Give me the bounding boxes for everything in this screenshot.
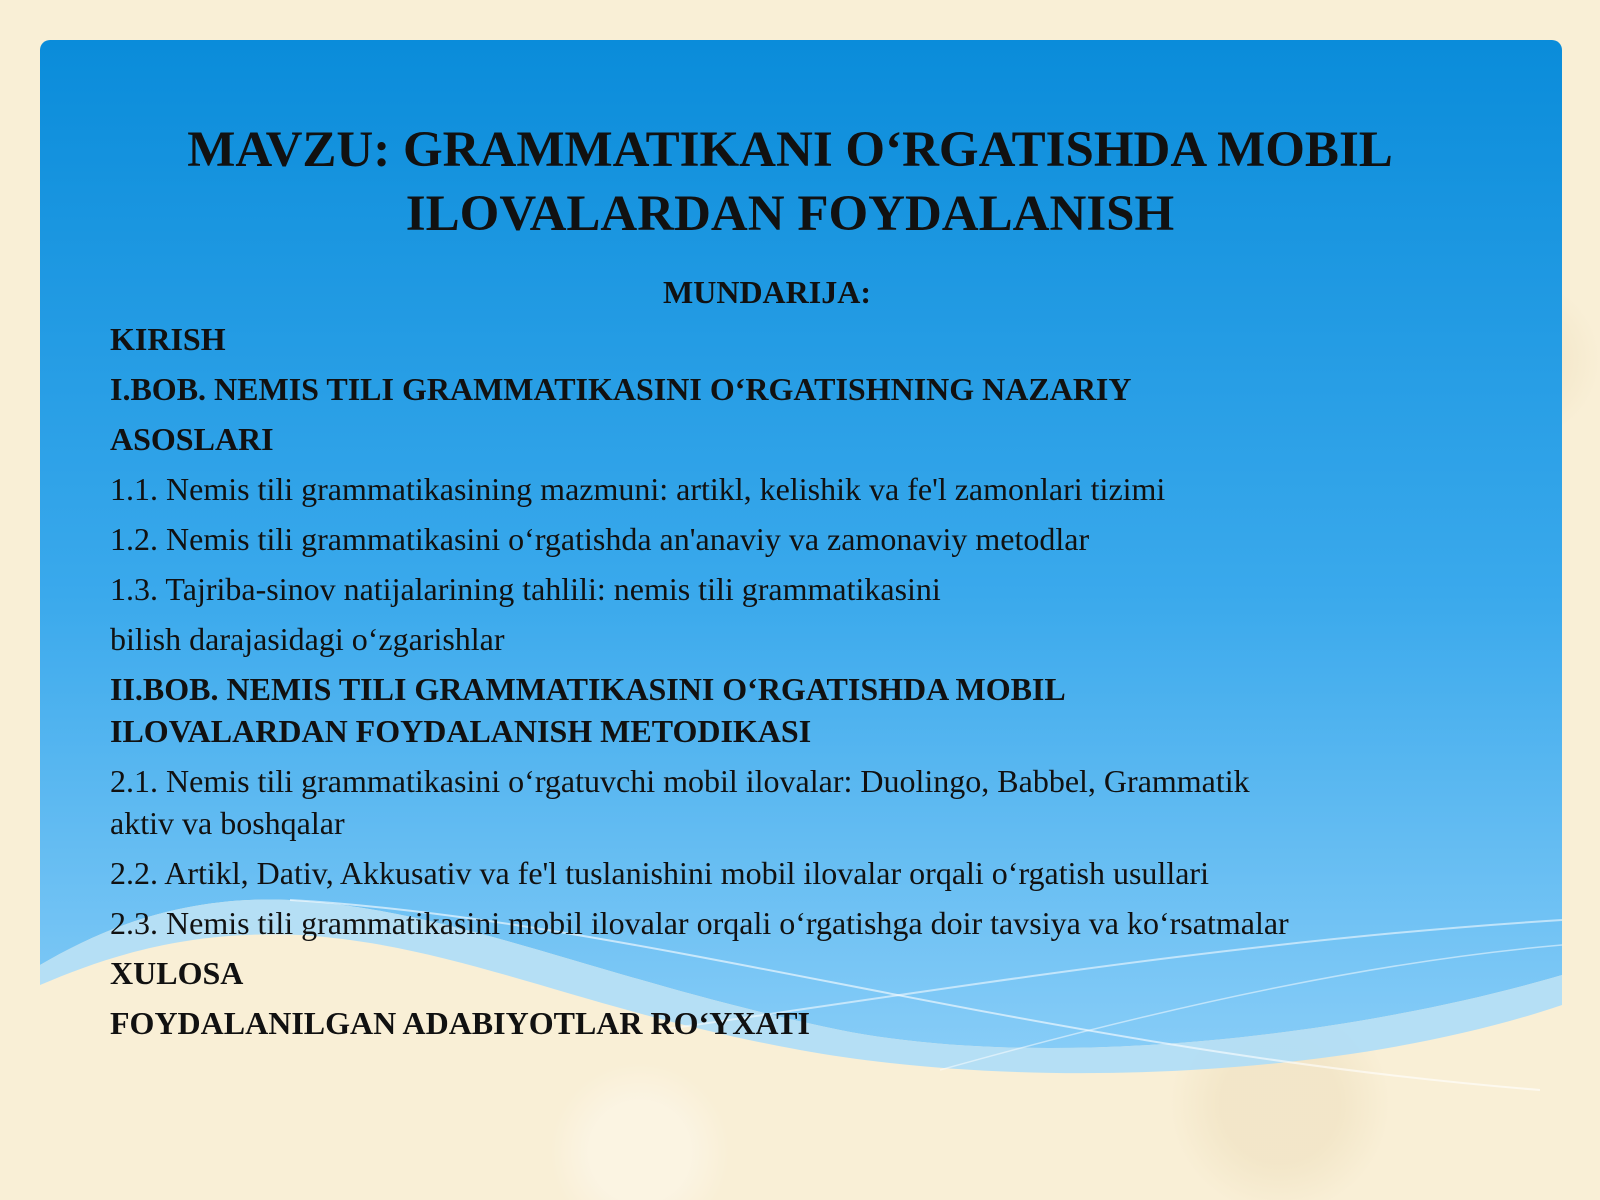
toc-item: 1.1. Nemis tili grammatikasining mazmuni: artikl, kelishik va fe'l zamonlari tizimi bbox=[110, 471, 1166, 507]
toc-item: I.BOB. NEMIS TILI GRAMMATIKASINI O‘RGATISHNING NAZARIY bbox=[110, 371, 1132, 407]
contents-heading: MUNDARIJA: bbox=[663, 274, 871, 310]
toc-item: 1.2. Nemis tili grammatikasini o‘rgatishda an'anaviy va zamonaviy metodlar bbox=[110, 521, 1090, 557]
toc-item: 2.1. Nemis tili grammatikasini o‘rgatuvchi mobil ilovalar: Duolingo, Babbel, Grammatik aktiv va boshqalar bbox=[110, 763, 1250, 841]
toc-item: ASOSLARI bbox=[110, 421, 274, 457]
toc-item: 2.3. Nemis tili grammatikasini mobil ilovalar orqali o‘rgatishga doir tavsiya va ko‘rsatmalar bbox=[110, 905, 1289, 941]
slide-title bbox=[80, 118, 1500, 246]
title-line: ILOVALARDAN FOYDALANISH bbox=[405, 186, 1175, 242]
title-line: MAVZU: GRAMMATIKANI O‘RGATISHDA MOBIL bbox=[187, 122, 1393, 178]
table-of-contents bbox=[110, 318, 1510, 1052]
toc-item: XULOSA bbox=[110, 955, 244, 991]
toc-item: 1.3. Tajriba-sinov natijalarining tahlili: nemis tili grammatikasini bbox=[110, 571, 941, 607]
toc-item: II.BOB. NEMIS TILI GRAMMATIKASINI O‘RGATISHDA MOBIL ILOVALARDAN FOYDALANISH METODIKASI bbox=[110, 671, 1066, 749]
toc-item: FOYDALANILGAN ADABIYOTLAR RO‘YXATI bbox=[110, 1005, 810, 1041]
toc-item: bilish darajasidagi o‘zgarishlar bbox=[110, 621, 505, 657]
toc-item: 2.2. Artikl, Dativ, Akkusativ va fe'l tuslanishini mobil ilovalar orqali o‘rgatish usullari bbox=[110, 855, 1209, 891]
toc-item: KIRISH bbox=[110, 321, 226, 357]
